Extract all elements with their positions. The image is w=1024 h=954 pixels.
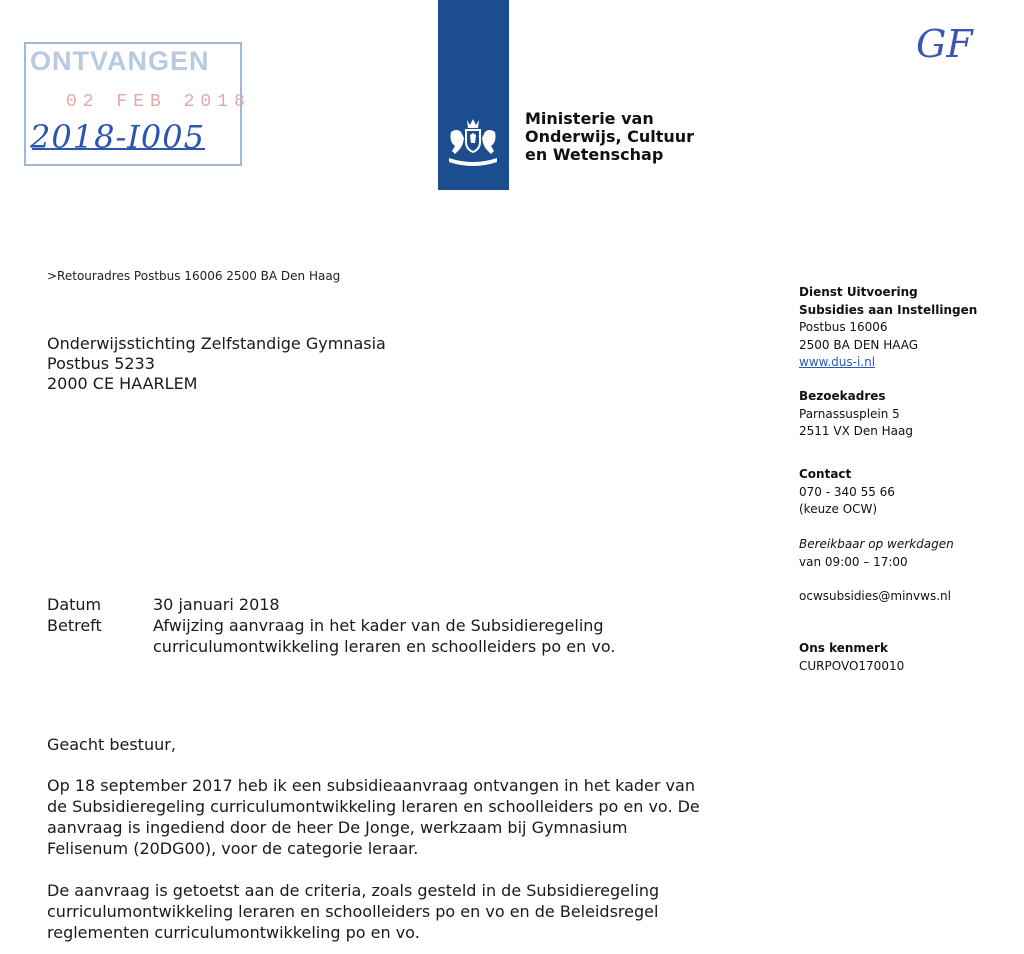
paragraph-1-line: Op 18 september 2017 heb ik een subsidieaanvraag ontvangen in het kader van [47,776,695,795]
contact-heading: Contact [799,467,852,481]
paragraph-2 [47,880,777,943]
subject-line-1: Afwijzing aanvraag in het kader van de Subsidieregeling [153,616,604,635]
ministry-logo-bar [438,0,509,190]
reference-number: CURPOVO170010 [799,658,905,673]
paragraph-1 [47,775,777,859]
paragraph-2-line: De aanvraag is getoetst aan de criteria, zoals gesteld in de Subsidieregeling [47,881,660,900]
org-line-2: Subsidies aan Instellingen [799,302,978,317]
subject-line-2: curriculumontwikkeling leraren en schoolleiders po en vo. [153,637,616,656]
email-link[interactable]: ocwsubsidies@minvws.nl [799,589,951,603]
sidebar-reference [799,640,904,675]
sidebar-visit-address [799,388,913,441]
recipient-postbus: Postbus 5233 [47,354,155,373]
ministry-line-2: Onderwijs, Cultuur [525,127,695,146]
org-postal: 2500 BA DEN HAAG [799,337,919,352]
return-address: >Retouradres Postbus 16006 2500 BA Den Haag [47,269,341,283]
org-postbus: Postbus 16006 [799,320,888,334]
stamp-title: ONTVANGEN [30,46,210,76]
date-value: 30 januari 2018 [153,595,280,614]
visit-city: 2511 VX Den Haag [799,424,913,438]
org-line-1: Dienst Uitvoering [799,285,918,299]
subject-label: Betreft [47,616,102,635]
recipient-name: Onderwijsstichting Zelfstandige Gymnasia [47,334,386,353]
stamp-registration-number: 2018-I005 [30,118,205,156]
stamp-date: 02 FEB 2018 [66,92,251,112]
subject-row [47,615,615,636]
visit-street: Parnassusplein 5 [799,406,900,421]
paragraph-2-line: reglementen curriculumontwikkeling po en vo. [47,923,420,942]
royal-coat-of-arms-icon [443,116,503,174]
salutation: Geacht bestuur, [47,735,176,754]
date-label: Datum [47,595,102,614]
recipient-address [47,334,386,394]
hours-label: Bereikbaar op werkdagen [799,537,954,551]
paragraph-2-line: curriculumontwikkeling leraren en schoolleiders po en vo en de Beleidsregel [47,902,659,921]
ministry-line-1: Ministerie van [525,109,654,128]
recipient-city: 2000 CE HAARLEM [47,374,198,393]
sidebar-hours [799,536,954,571]
handwritten-initials: GF [916,22,973,66]
subject-row-cont [47,636,615,657]
paragraph-1-line: de Subsidieregeling curriculumontwikkeling leraren en schoolleiders po en vo. De [47,797,700,816]
hours-value: van 09:00 – 17:00 [799,554,908,569]
paragraph-1-line: Felisenum (20DG00), voor de categorie leraar. [47,839,419,858]
ministry-name [525,110,694,164]
date-row [47,594,615,615]
visit-heading: Bezoekadres [799,389,886,403]
reference-heading: Ons kenmerk [799,641,888,655]
contact-phone: 070 - 340 55 66 [799,484,895,499]
sidebar-organisation [799,284,977,372]
website-link[interactable]: www.dus-i.nl [799,355,876,369]
paragraph-1-line: aanvraag is ingediend door de heer De Jonge, werkzaam bij Gymnasium [47,818,628,837]
ministry-line-3: en Wetenschap [525,145,664,164]
contact-phone-note: (keuze OCW) [799,502,878,516]
letter-meta [47,594,615,657]
sidebar-contact [799,466,895,519]
